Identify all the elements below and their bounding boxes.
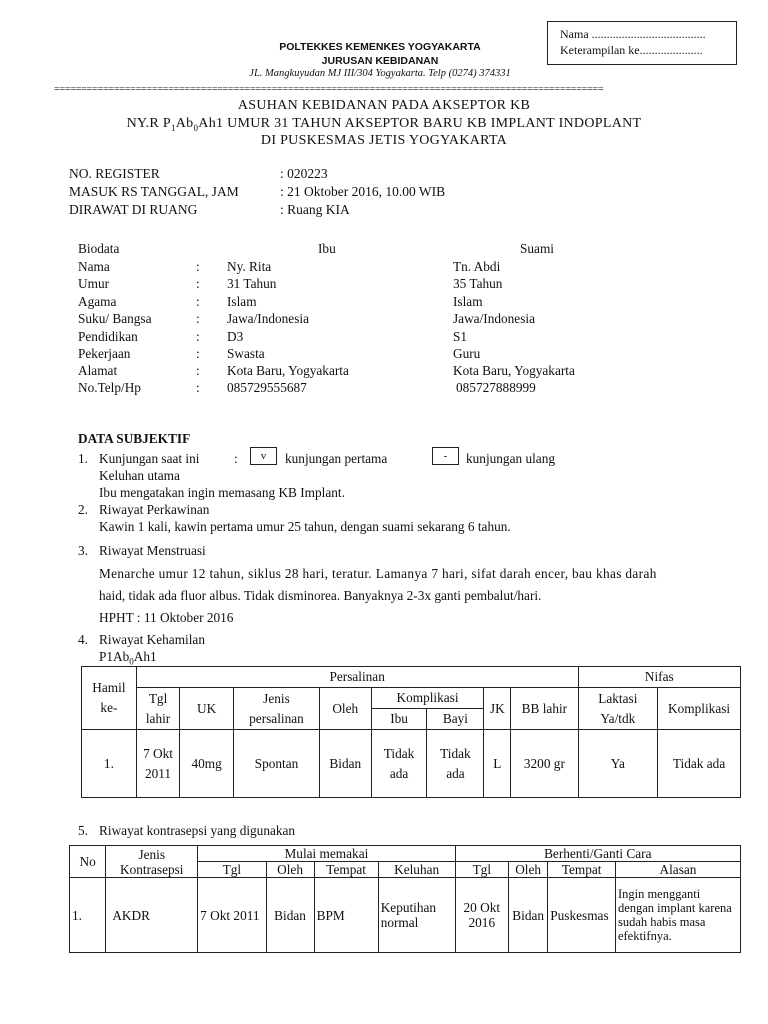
table-row	[70, 878, 741, 953]
kunjungan-ulang-label: kunjungan ulang	[466, 451, 556, 466]
th-tgl-berhenti: Tgl	[455, 862, 508, 878]
th-tgl-lahir: Tgl lahir	[136, 688, 179, 730]
biodata-colon: :	[196, 346, 200, 361]
th-persalinan: Persalinan	[136, 667, 578, 688]
biodata-ibu-value: 31 Tahun	[227, 276, 277, 291]
th-komplikasi: Komplikasi	[371, 688, 484, 709]
kehamilan-label: Riwayat Kehamilan	[99, 632, 205, 647]
cell-oleh: Bidan	[319, 730, 371, 798]
biodata-colon: :	[196, 329, 200, 344]
department-name: JURUSAN KEBIDANAN	[321, 55, 439, 67]
admission-value: : 21 Oktober 2016, 10.00 WIB	[280, 184, 446, 199]
menstruasi-label: Riwayat Menstruasi	[99, 543, 206, 558]
biodata-suami-value: S1	[453, 329, 468, 344]
th-tempat: Tempat	[314, 862, 378, 878]
doc-title-3: DI PUSKESMAS JETIS YOGYAKARTA	[260, 133, 508, 148]
th-bb-lahir: BB lahir	[511, 688, 578, 730]
th-mulai-memakai: Mulai memakai	[198, 846, 455, 862]
cell-alasan: Ingin mengganti dengan implant karena sudah habis masa efektifnya.	[615, 878, 740, 953]
hpht-text: HPHT : 11 Oktober 2016	[99, 610, 234, 625]
header-separator: =====================================================================================================	[54, 84, 604, 95]
biodata-suami-value: 085727888999	[456, 380, 536, 395]
doc-title-1: ASUHAN KEBIDANAN PADA AKSEPTOR KB	[237, 98, 531, 113]
th-alasan: Alasan	[615, 862, 740, 878]
biodata-colon: :	[196, 311, 200, 326]
cell-no: 1.	[70, 878, 106, 953]
biodata-colon: :	[196, 380, 200, 395]
biodata-label: Nama	[78, 259, 110, 274]
item-number: 5.	[78, 823, 88, 838]
biodata-ibu-header: Ibu	[318, 241, 336, 256]
kehamilan-table	[81, 666, 741, 798]
biodata-label: Umur	[78, 276, 110, 291]
biodata-ibu-value: Kota Baru, Yogyakarta	[227, 363, 349, 378]
th-komplikasi-nifas: Komplikasi	[658, 688, 741, 730]
biodata-suami-value: Tn. Abdi	[453, 259, 501, 274]
th-oleh: Oleh	[319, 688, 371, 730]
cell-tgl-lahir: 7 Okt 2011	[136, 730, 179, 798]
register-label: NO. REGISTER	[69, 166, 160, 181]
th-uk: UK	[180, 688, 234, 730]
th-hamil-ke: Hamil ke-	[82, 667, 137, 730]
cell-komplikasi-bayi: Tidak ada	[427, 730, 484, 798]
perkawinan-label: Riwayat Perkawinan	[99, 502, 210, 517]
kunjungan-colon: :	[234, 451, 238, 466]
th-tgl: Tgl	[198, 862, 266, 878]
item-number: 4.	[78, 632, 88, 647]
biodata-ibu-value: Jawa/Indonesia	[227, 311, 309, 326]
biodata-colon: :	[196, 363, 200, 378]
nama-line: Nama ......................................	[560, 27, 706, 41]
cell-laktasi: Ya	[578, 730, 658, 798]
cell-jenis: Spontan	[234, 730, 320, 798]
perkawinan-text: Kawin 1 kali, kawin pertama umur 25 tahun, dengan suami sekarang 6 tahun.	[99, 519, 511, 534]
biodata-label: No.Telp/Hp	[78, 380, 141, 395]
register-value: : 020223	[280, 166, 328, 181]
keterampilan-line: Keterampilan ke.....................	[560, 43, 703, 57]
cell-keluhan: Keputihan normal	[378, 878, 455, 953]
biodata-label: Pendidikan	[78, 329, 138, 344]
biodata-colon: :	[196, 294, 200, 309]
kunjungan-label: Kunjungan saat ini	[99, 451, 200, 466]
cell-tempat-berhenti: Puskesmas	[548, 878, 616, 953]
th-jk: JK	[484, 688, 511, 730]
room-value: : Ruang KIA	[280, 202, 350, 217]
section-heading: DATA SUBJEKTIF	[78, 431, 191, 446]
th-komplikasi-ibu: Ibu	[371, 709, 427, 730]
admission-label: MASUK RS TANGGAL, JAM	[69, 184, 239, 199]
biodata-label: Suku/ Bangsa	[78, 311, 152, 326]
keluhan-label: Keluhan utama	[99, 468, 180, 483]
biodata-suami-header: Suami	[520, 241, 554, 256]
biodata-label: Agama	[78, 294, 117, 309]
biodata-colon: :	[196, 276, 200, 291]
cell-komplikasi-ibu: Tidak ada	[371, 730, 427, 798]
kunjungan-pertama-label: kunjungan pertama	[285, 451, 388, 466]
cell-tgl: 7 Okt 2011	[198, 878, 266, 953]
th-berhenti: Berhenti/Ganti Cara	[455, 846, 740, 862]
biodata-suami-value: 35 Tahun	[453, 276, 503, 291]
biodata-suami-value: Kota Baru, Yogyakarta	[453, 363, 575, 378]
item-number: 3.	[78, 543, 88, 558]
cell-jenis: AKDR	[106, 878, 198, 953]
th-tempat-berhenti: Tempat	[548, 862, 616, 878]
kunjungan-pertama-checkbox[interactable]: v	[250, 447, 277, 465]
item-number: 1.	[78, 451, 88, 466]
institution-name: POLTEKKES KEMENKES YOGYAKARTA	[279, 41, 481, 53]
biodata-suami-value: Islam	[453, 294, 483, 309]
cell-jk: L	[484, 730, 511, 798]
keluhan-text: Ibu mengatakan ingin memasang KB Implant.	[99, 485, 345, 500]
biodata-ibu-value: 085729555687	[227, 380, 307, 395]
room-label: DIRAWAT DI RUANG	[69, 202, 198, 217]
cell-hamil-ke: 1.	[82, 730, 137, 798]
kehamilan-sub: $P1Ab_0Ah1$	[99, 649, 157, 667]
cell-tempat: BPM	[314, 878, 378, 953]
doc-title-2: NY.R $P_1Ab_0Ah1$ UMUR 31 TAHUN AKSEPTOR BARU KB IMPLANT INDOPLANT	[126, 116, 642, 133]
biodata-suami-value: Jawa/Indonesia	[453, 311, 535, 326]
th-keluhan: Keluhan	[378, 862, 455, 878]
th-no: No	[70, 846, 106, 878]
biodata-header: Biodata	[78, 241, 120, 256]
th-jenis-persalinan: Jenis persalinan	[234, 688, 320, 730]
cell-tgl-berhenti: 20 Okt 2016	[455, 878, 508, 953]
biodata-label: Pekerjaan	[78, 346, 131, 361]
name-box	[547, 21, 737, 65]
kontrasepsi-table	[69, 845, 741, 953]
table-row	[82, 730, 741, 798]
cell-bb: 3200 gr	[511, 730, 578, 798]
menstruasi-text-1: Menarche umur 12 tahun, siklus 28 hari, teratur. Lamanya 7 hari, sifat darah encer, bau khas darah	[99, 566, 657, 581]
kontrasepsi-label: Riwayat kontrasepsi yang digunakan	[99, 823, 296, 838]
biodata-ibu-value: D3	[227, 329, 244, 344]
biodata-colon: :	[196, 259, 200, 274]
biodata-ibu-value: Ny. Rita	[227, 259, 272, 274]
biodata-ibu-value: Swasta	[227, 346, 265, 361]
cell-komplikasi-nifas: Tidak ada	[658, 730, 741, 798]
th-jenis-kontrasepsi: Jenis Kontrasepsi	[106, 846, 198, 878]
cell-oleh-berhenti: Bidan	[509, 878, 548, 953]
th-komplikasi-bayi: Bayi	[427, 709, 484, 730]
cell-uk: 40mg	[180, 730, 234, 798]
th-oleh-berhenti: Oleh	[509, 862, 548, 878]
kunjungan-ulang-checkbox[interactable]: -	[432, 447, 459, 465]
biodata-ibu-value: Islam	[227, 294, 257, 309]
th-laktasi: Laktasi Ya/tdk	[578, 688, 658, 730]
biodata-label: Alamat	[78, 363, 118, 378]
item-number: 2.	[78, 502, 88, 517]
biodata-suami-value: Guru	[453, 346, 481, 361]
menstruasi-text-2: haid, tidak ada fluor albus. Tidak disminorea. Banyaknya 2-3x ganti pembalut/hari.	[99, 588, 542, 603]
institution-address: JL. Mangkuyudan MJ III/304 Yogyakarta. Telp (0274) 374331	[249, 68, 511, 79]
th-oleh: Oleh	[266, 862, 314, 878]
th-nifas: Nifas	[578, 667, 741, 688]
cell-oleh: Bidan	[266, 878, 314, 953]
